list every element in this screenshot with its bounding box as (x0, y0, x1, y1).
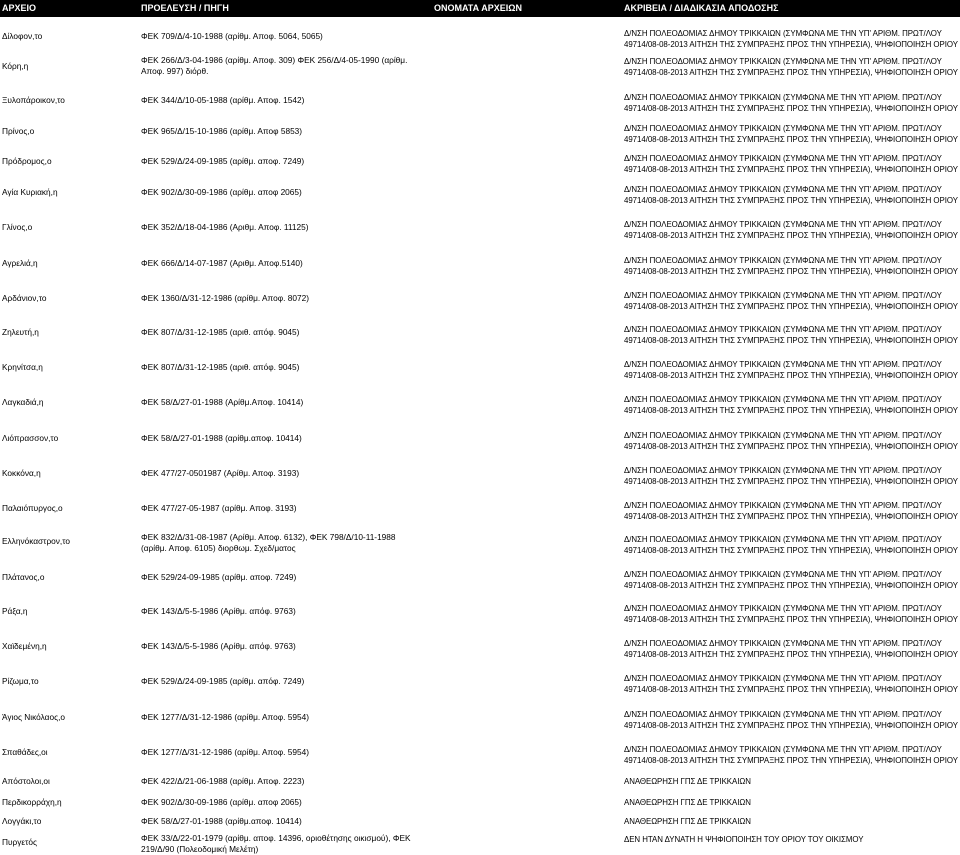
cell-source: ΦΕΚ 58/Δ/27-01-1988 (αρίθμ.αποφ. 10414) (141, 816, 302, 826)
cell-accuracy: Δ/ΝΣΗ ΠΟΛΕΟΔΟΜΙΑΣ ΔΗΜΟΥ ΤΡΙΚΚΑΙΩΝ (ΣΥΜΦΩΝΑ ΜΕ ΤΗΝ ΥΠ' ΑΡΙΘΜ. ΠΡΩΤ/ΛΟΥ 49714/08-08-2013 ΑΙΤΗΣΗ ΤΗΣ ΣΥΜΠΡΑΞΗΣ ΠΡΟΣ ΤΗΝ ΥΠΗΡΕΣΙΑ), ΨΗΦΙΟΠΟΙΗΣΗ ΟΡΙΟΥ (624, 535, 958, 555)
header-area: ΑΡΧΕΙΟ (2, 3, 37, 13)
cell-source: ΦΕΚ 143/Δ/5-5-1986 (Αρίθμ. απόφ. 9763) (141, 641, 296, 651)
cell-source: ΦΕΚ 352/Δ/18-04-1986 (Αριθμ. Αποφ. 11125) (141, 222, 309, 232)
cell-area: Παλαιόπυργος,ο (2, 503, 63, 513)
cell-area: Κόρη,η (2, 61, 29, 71)
cell-source: ΦΕΚ 807/Δ/31-12-1985 (αριθ. απόφ. 9045) (141, 362, 300, 372)
cell-source: ΦΕΚ 143/Δ/5-5-1986 (Αρίθμ. απόφ. 9763) (141, 606, 296, 616)
cell-area: Ελληνόκαστρον,το (2, 536, 71, 546)
cell-source: ΦΕΚ 807/Δ/31-12-1985 (αριθ. απόφ. 9045) (141, 327, 300, 337)
cell-area: Σπαθάδες,οι (2, 747, 48, 757)
cell-source: ΦΕΚ 666/Δ/14-07-1987 (Αριθμ. Αποφ.5140) (141, 258, 303, 268)
cell-area: Ρίζωμα,το (2, 676, 39, 686)
cell-area: Πλάτανος,ο (2, 572, 45, 582)
cell-source: ΦΕΚ 58/Δ/27-01-1988 (αρίθμ.αποφ. 10414) (141, 433, 302, 443)
cell-area: Δίλοφον,το (2, 31, 43, 41)
cell-source: ΦΕΚ 422/Δ/21-06-1988 (αρίθμ. Αποφ. 2223) (141, 776, 305, 786)
cell-area: Περδικορράχη,η (2, 797, 62, 807)
cell-accuracy: Δ/ΝΣΗ ΠΟΛΕΟΔΟΜΙΑΣ ΔΗΜΟΥ ΤΡΙΚΚΑΙΩΝ (ΣΥΜΦΩΝΑ ΜΕ ΤΗΝ ΥΠ' ΑΡΙΘΜ. ΠΡΩΤ/ΛΟΥ 49714/08-08-2013 ΑΙΤΗΣΗ ΤΗΣ ΣΥΜΠΡΑΞΗΣ ΠΡΟΣ ΤΗΝ ΥΠΗΡΕΣΙΑ), ΨΗΦΙΟΠΟΙΗΣΗ ΟΡΙΟΥ (624, 501, 958, 521)
cell-source: ΦΕΚ 529/Δ/24-09-1985 (αρίθμ. αποφ. 7249) (141, 156, 305, 166)
cell-area: Πρόδρομος,ο (2, 156, 52, 166)
cell-area: Λιόπρασσον,το (2, 433, 59, 443)
table-header (0, 0, 960, 17)
cell-area: Κοκκόνα,η (2, 468, 41, 478)
cell-area: Αγρελιά,η (2, 258, 38, 268)
cell-source: ΦΕΚ 477/27-05-1987 (αρίθμ. Αποφ. 3193) (141, 503, 297, 513)
cell-accuracy: Δ/ΝΣΗ ΠΟΛΕΟΔΟΜΙΑΣ ΔΗΜΟΥ ΤΡΙΚΚΑΙΩΝ (ΣΥΜΦΩΝΑ ΜΕ ΤΗΝ ΥΠ' ΑΡΙΘΜ. ΠΡΩΤ/ΛΟΥ 49714/08-08-2013 ΑΙΤΗΣΗ ΤΗΣ ΣΥΜΠΡΑΞΗΣ ΠΡΟΣ ΤΗΝ ΥΠΗΡΕΣΙΑ), ΨΗΦΙΟΠΟΙΗΣΗ ΟΡΙΟΥ (624, 674, 958, 694)
cell-area: Αρδάνιον,το (2, 293, 47, 303)
cell-accuracy: Δ/ΝΣΗ ΠΟΛΕΟΔΟΜΙΑΣ ΔΗΜΟΥ ΤΡΙΚΚΑΙΩΝ (ΣΥΜΦΩΝΑ ΜΕ ΤΗΝ ΥΠ' ΑΡΙΘΜ. ΠΡΩΤ/ΛΟΥ 49714/08-08-2013 ΑΙΤΗΣΗ ΤΗΣ ΣΥΜΠΡΑΞΗΣ ΠΡΟΣ ΤΗΝ ΥΠΗΡΕΣΙΑ), ΨΗΦΙΟΠΟΙΗΣΗ ΟΡΙΟΥ (624, 291, 958, 311)
cell-accuracy: Δ/ΝΣΗ ΠΟΛΕΟΔΟΜΙΑΣ ΔΗΜΟΥ ΤΡΙΚΚΑΙΩΝ (ΣΥΜΦΩΝΑ ΜΕ ΤΗΝ ΥΠ' ΑΡΙΘΜ. ΠΡΩΤ/ΛΟΥ 49714/08-08-2013 ΑΙΤΗΣΗ ΤΗΣ ΣΥΜΠΡΑΞΗΣ ΠΡΟΣ ΤΗΝ ΥΠΗΡΕΣΙΑ), ΨΗΦΙΟΠΟΙΗΣΗ ΟΡΙΟΥ (624, 29, 958, 49)
cell-accuracy: ΑΝΑΘΕΩΡΗΣΗ ΓΠΣ ΔΕ ΤΡΙΚΚΑΙΩΝ (624, 817, 751, 826)
cell-accuracy: Δ/ΝΣΗ ΠΟΛΕΟΔΟΜΙΑΣ ΔΗΜΟΥ ΤΡΙΚΚΑΙΩΝ (ΣΥΜΦΩΝΑ ΜΕ ΤΗΝ ΥΠ' ΑΡΙΘΜ. ΠΡΩΤ/ΛΟΥ 49714/08-08-2013 ΑΙΤΗΣΗ ΤΗΣ ΣΥΜΠΡΑΞΗΣ ΠΡΟΣ ΤΗΝ ΥΠΗΡΕΣΙΑ), ΨΗΦΙΟΠΟΙΗΣΗ ΟΡΙΟΥ (624, 154, 958, 174)
cell-area: Απόστολοι,οι (2, 776, 50, 786)
cell-source: ΦΕΚ 33/Δ/22-01-1979 (αρίθμ. αποφ. 14396, οριοθέτησης οικισμού), ΦΕΚ 219/Δ/90 (Πολεοδομική Μελέτη) (141, 833, 411, 854)
cell-source: ΦΕΚ 344/Δ/10-05-1988 (αρίθμ. Αποφ. 1542) (141, 95, 305, 105)
header-accuracy: ΑΚΡΙΒΕΙΑ / ΔΙΑΔΙΚΑΣΙΑ ΑΠΟΔΟΣΗΣ (624, 3, 779, 13)
cell-accuracy: Δ/ΝΣΗ ΠΟΛΕΟΔΟΜΙΑΣ ΔΗΜΟΥ ΤΡΙΚΚΑΙΩΝ (ΣΥΜΦΩΝΑ ΜΕ ΤΗΝ ΥΠ' ΑΡΙΘΜ. ΠΡΩΤ/ΛΟΥ 49714/08-08-2013 ΑΙΤΗΣΗ ΤΗΣ ΣΥΜΠΡΑΞΗΣ ΠΡΟΣ ΤΗΝ ΥΠΗΡΕΣΙΑ), ΨΗΦΙΟΠΟΙΗΣΗ ΟΡΙΟΥ (624, 220, 958, 240)
cell-area: Ράξα,η (2, 606, 28, 616)
cell-accuracy: Δ/ΝΣΗ ΠΟΛΕΟΔΟΜΙΑΣ ΔΗΜΟΥ ΤΡΙΚΚΑΙΩΝ (ΣΥΜΦΩΝΑ ΜΕ ΤΗΝ ΥΠ' ΑΡΙΘΜ. ΠΡΩΤ/ΛΟΥ 49714/08-08-2013 ΑΙΤΗΣΗ ΤΗΣ ΣΥΜΠΡΑΞΗΣ ΠΡΟΣ ΤΗΝ ΥΠΗΡΕΣΙΑ), ΨΗΦΙΟΠΟΙΗΣΗ ΟΡΙΟΥ (624, 93, 958, 113)
cell-accuracy: Δ/ΝΣΗ ΠΟΛΕΟΔΟΜΙΑΣ ΔΗΜΟΥ ΤΡΙΚΚΑΙΩΝ (ΣΥΜΦΩΝΑ ΜΕ ΤΗΝ ΥΠ' ΑΡΙΘΜ. ΠΡΩΤ/ΛΟΥ 49714/08-08-2013 ΑΙΤΗΣΗ ΤΗΣ ΣΥΜΠΡΑΞΗΣ ΠΡΟΣ ΤΗΝ ΥΠΗΡΕΣΙΑ), ΨΗΦΙΟΠΟΙΗΣΗ ΟΡΙΟΥ (624, 431, 958, 451)
header-files: ΟΝΟΜΑΤΑ ΑΡΧΕΙΩΝ (434, 3, 522, 13)
header-source: ΠΡΟΕΛΕΥΣΗ / ΠΗΓΗ (141, 3, 229, 13)
cell-accuracy: Δ/ΝΣΗ ΠΟΛΕΟΔΟΜΙΑΣ ΔΗΜΟΥ ΤΡΙΚΚΑΙΩΝ (ΣΥΜΦΩΝΑ ΜΕ ΤΗΝ ΥΠ' ΑΡΙΘΜ. ΠΡΩΤ/ΛΟΥ 49714/08-08-2013 ΑΙΤΗΣΗ ΤΗΣ ΣΥΜΠΡΑΞΗΣ ΠΡΟΣ ΤΗΝ ΥΠΗΡΕΣΙΑ), ΨΗΦΙΟΠΟΙΗΣΗ ΟΡΙΟΥ (624, 124, 958, 144)
cell-area: Πυργετός (2, 837, 37, 847)
cell-source: ΦΕΚ 529/Δ/24-09-1985 (αρίθμ. απόφ. 7249) (141, 676, 305, 686)
cell-area: Πρίνος,ο (2, 126, 35, 136)
cell-accuracy: ΑΝΑΘΕΩΡΗΣΗ ΓΠΣ ΔΕ ΤΡΙΚΚΑΙΩΝ (624, 777, 751, 786)
cell-accuracy: Δ/ΝΣΗ ΠΟΛΕΟΔΟΜΙΑΣ ΔΗΜΟΥ ΤΡΙΚΚΑΙΩΝ (ΣΥΜΦΩΝΑ ΜΕ ΤΗΝ ΥΠ' ΑΡΙΘΜ. ΠΡΩΤ/ΛΟΥ 49714/08-08-2013 ΑΙΤΗΣΗ ΤΗΣ ΣΥΜΠΡΑΞΗΣ ΠΡΟΣ ΤΗΝ ΥΠΗΡΕΣΙΑ), ΨΗΦΙΟΠΟΙΗΣΗ ΟΡΙΟΥ (624, 466, 958, 486)
cell-source: ΦΕΚ 965/Δ/15-10-1986 (αρίθμ. Αποφ 5853) (141, 126, 303, 136)
cell-source: ΦΕΚ 832/Δ/31-08-1987 (Αρίθμ. Αποφ. 6132), ΦΕΚ 798/Δ/10-11-1988 (αρίθμ. Αποφ. 6105) διορθωμ. Σχεδ/ματος (141, 532, 396, 553)
cell-source: ΦΕΚ 1277/Δ/31-12-1986 (αρίθμ. Αποφ. 5954) (141, 712, 309, 722)
cell-area: Γλίνος,ο (2, 222, 33, 232)
cell-accuracy: Δ/ΝΣΗ ΠΟΛΕΟΔΟΜΙΑΣ ΔΗΜΟΥ ΤΡΙΚΚΑΙΩΝ (ΣΥΜΦΩΝΑ ΜΕ ΤΗΝ ΥΠ' ΑΡΙΘΜ. ΠΡΩΤ/ΛΟΥ 49714/08-08-2013 ΑΙΤΗΣΗ ΤΗΣ ΣΥΜΠΡΑΞΗΣ ΠΡΟΣ ΤΗΝ ΥΠΗΡΕΣΙΑ), ΨΗΦΙΟΠΟΙΗΣΗ ΟΡΙΟΥ (624, 604, 958, 624)
cell-accuracy: Δ/ΝΣΗ ΠΟΛΕΟΔΟΜΙΑΣ ΔΗΜΟΥ ΤΡΙΚΚΑΙΩΝ (ΣΥΜΦΩΝΑ ΜΕ ΤΗΝ ΥΠ' ΑΡΙΘΜ. ΠΡΩΤ/ΛΟΥ 49714/08-08-2013 ΑΙΤΗΣΗ ΤΗΣ ΣΥΜΠΡΑΞΗΣ ΠΡΟΣ ΤΗΝ ΥΠΗΡΕΣΙΑ), ΨΗΦΙΟΠΟΙΗΣΗ ΟΡΙΟΥ (624, 745, 958, 765)
cell-area: Χαϊδεμένη,η (2, 641, 47, 651)
cell-area: Λογγάκι,το (2, 816, 42, 826)
cell-accuracy: Δ/ΝΣΗ ΠΟΛΕΟΔΟΜΙΑΣ ΔΗΜΟΥ ΤΡΙΚΚΑΙΩΝ (ΣΥΜΦΩΝΑ ΜΕ ΤΗΝ ΥΠ' ΑΡΙΘΜ. ΠΡΩΤ/ΛΟΥ 49714/08-08-2013 ΑΙΤΗΣΗ ΤΗΣ ΣΥΜΠΡΑΞΗΣ ΠΡΟΣ ΤΗΝ ΥΠΗΡΕΣΙΑ), ΨΗΦΙΟΠΟΙΗΣΗ ΟΡΙΟΥ (624, 256, 958, 276)
cell-source: ΦΕΚ 902/Δ/30-09-1986 (αρίθμ. αποφ 2065) (141, 187, 302, 197)
cell-accuracy: ΔΕΝ ΗΤΑΝ ΔΥΝΑΤΗ Η ΨΗΦΙΟΠΟΙΗΣΗ ΤΟΥ ΟΡΙΟΥ ΤΟΥ ΟΙΚΙΣΜΟΥ (624, 835, 864, 844)
cell-source: ΦΕΚ 529/24-09-1985 (αρίθμ. αποφ. 7249) (141, 572, 297, 582)
cell-source: ΦΕΚ 1360/Δ/31-12-1986 (αρίθμ. Αποφ. 8072) (141, 293, 309, 303)
cell-accuracy: Δ/ΝΣΗ ΠΟΛΕΟΔΟΜΙΑΣ ΔΗΜΟΥ ΤΡΙΚΚΑΙΩΝ (ΣΥΜΦΩΝΑ ΜΕ ΤΗΝ ΥΠ' ΑΡΙΘΜ. ΠΡΩΤ/ΛΟΥ 49714/08-08-2013 ΑΙΤΗΣΗ ΤΗΣ ΣΥΜΠΡΑΞΗΣ ΠΡΟΣ ΤΗΝ ΥΠΗΡΕΣΙΑ), ΨΗΦΙΟΠΟΙΗΣΗ ΟΡΙΟΥ (624, 57, 958, 77)
cell-accuracy: Δ/ΝΣΗ ΠΟΛΕΟΔΟΜΙΑΣ ΔΗΜΟΥ ΤΡΙΚΚΑΙΩΝ (ΣΥΜΦΩΝΑ ΜΕ ΤΗΝ ΥΠ' ΑΡΙΘΜ. ΠΡΩΤ/ΛΟΥ 49714/08-08-2013 ΑΙΤΗΣΗ ΤΗΣ ΣΥΜΠΡΑΞΗΣ ΠΡΟΣ ΤΗΝ ΥΠΗΡΕΣΙΑ), ΨΗΦΙΟΠΟΙΗΣΗ ΟΡΙΟΥ (624, 639, 958, 659)
cell-area: Άγιος Νικόλαος,ο (2, 712, 65, 722)
cell-accuracy: Δ/ΝΣΗ ΠΟΛΕΟΔΟΜΙΑΣ ΔΗΜΟΥ ΤΡΙΚΚΑΙΩΝ (ΣΥΜΦΩΝΑ ΜΕ ΤΗΝ ΥΠ' ΑΡΙΘΜ. ΠΡΩΤ/ΛΟΥ 49714/08-08-2013 ΑΙΤΗΣΗ ΤΗΣ ΣΥΜΠΡΑΞΗΣ ΠΡΟΣ ΤΗΝ ΥΠΗΡΕΣΙΑ), ΨΗΦΙΟΠΟΙΗΣΗ ΟΡΙΟΥ (624, 360, 958, 380)
cell-source: ΦΕΚ 477/27-0501987 (Αρίθμ. Αποφ. 3193) (141, 468, 300, 478)
cell-area: Ξυλοπάροικον,το (2, 95, 65, 105)
cell-accuracy: Δ/ΝΣΗ ΠΟΛΕΟΔΟΜΙΑΣ ΔΗΜΟΥ ΤΡΙΚΚΑΙΩΝ (ΣΥΜΦΩΝΑ ΜΕ ΤΗΝ ΥΠ' ΑΡΙΘΜ. ΠΡΩΤ/ΛΟΥ 49714/08-08-2013 ΑΙΤΗΣΗ ΤΗΣ ΣΥΜΠΡΑΞΗΣ ΠΡΟΣ ΤΗΝ ΥΠΗΡΕΣΙΑ), ΨΗΦΙΟΠΟΙΗΣΗ ΟΡΙΟΥ (624, 185, 958, 205)
cell-accuracy: ΑΝΑΘΕΩΡΗΣΗ ΓΠΣ ΔΕ ΤΡΙΚΚΑΙΩΝ (624, 798, 751, 807)
cell-source: ΦΕΚ 266/Δ/3-04-1986 (αρίθμ. Αποφ. 309) ΦΕΚ 256/Δ/4-05-1990 (αρίθμ. Αποφ. 997) διόρθ. (141, 55, 408, 76)
cell-source: ΦΕΚ 1277/Δ/31-12-1986 (αρίθμ. Αποφ. 5954) (141, 747, 309, 757)
cell-area: Ζηλευτή,η (2, 327, 39, 337)
cell-accuracy: Δ/ΝΣΗ ΠΟΛΕΟΔΟΜΙΑΣ ΔΗΜΟΥ ΤΡΙΚΚΑΙΩΝ (ΣΥΜΦΩΝΑ ΜΕ ΤΗΝ ΥΠ' ΑΡΙΘΜ. ΠΡΩΤ/ΛΟΥ 49714/08-08-2013 ΑΙΤΗΣΗ ΤΗΣ ΣΥΜΠΡΑΞΗΣ ΠΡΟΣ ΤΗΝ ΥΠΗΡΕΣΙΑ), ΨΗΦΙΟΠΟΙΗΣΗ ΟΡΙΟΥ (624, 710, 958, 730)
cell-source: ΦΕΚ 709/Δ/4-10-1988 (αρίθμ. Αποφ. 5064, 5065) (141, 31, 323, 41)
cell-source: ΦΕΚ 58/Δ/27-01-1988 (Αρίθμ.Αποφ. 10414) (141, 397, 304, 407)
cell-accuracy: Δ/ΝΣΗ ΠΟΛΕΟΔΟΜΙΑΣ ΔΗΜΟΥ ΤΡΙΚΚΑΙΩΝ (ΣΥΜΦΩΝΑ ΜΕ ΤΗΝ ΥΠ' ΑΡΙΘΜ. ΠΡΩΤ/ΛΟΥ 49714/08-08-2013 ΑΙΤΗΣΗ ΤΗΣ ΣΥΜΠΡΑΞΗΣ ΠΡΟΣ ΤΗΝ ΥΠΗΡΕΣΙΑ), ΨΗΦΙΟΠΟΙΗΣΗ ΟΡΙΟΥ (624, 570, 958, 590)
cell-area: Αγία Κυριακή,η (2, 187, 58, 197)
cell-area: Κρηνίτσα,η (2, 362, 43, 372)
cell-accuracy: Δ/ΝΣΗ ΠΟΛΕΟΔΟΜΙΑΣ ΔΗΜΟΥ ΤΡΙΚΚΑΙΩΝ (ΣΥΜΦΩΝΑ ΜΕ ΤΗΝ ΥΠ' ΑΡΙΘΜ. ΠΡΩΤ/ΛΟΥ 49714/08-08-2013 ΑΙΤΗΣΗ ΤΗΣ ΣΥΜΠΡΑΞΗΣ ΠΡΟΣ ΤΗΝ ΥΠΗΡΕΣΙΑ), ΨΗΦΙΟΠΟΙΗΣΗ ΟΡΙΟΥ (624, 395, 958, 415)
cell-area: Λαγκαδιά,η (2, 397, 44, 407)
cell-source: ΦΕΚ 902/Δ/30-09-1986 (αρίθμ. αποφ 2065) (141, 797, 302, 807)
cell-accuracy: Δ/ΝΣΗ ΠΟΛΕΟΔΟΜΙΑΣ ΔΗΜΟΥ ΤΡΙΚΚΑΙΩΝ (ΣΥΜΦΩΝΑ ΜΕ ΤΗΝ ΥΠ' ΑΡΙΘΜ. ΠΡΩΤ/ΛΟΥ 49714/08-08-2013 ΑΙΤΗΣΗ ΤΗΣ ΣΥΜΠΡΑΞΗΣ ΠΡΟΣ ΤΗΝ ΥΠΗΡΕΣΙΑ), ΨΗΦΙΟΠΟΙΗΣΗ ΟΡΙΟΥ (624, 325, 958, 345)
